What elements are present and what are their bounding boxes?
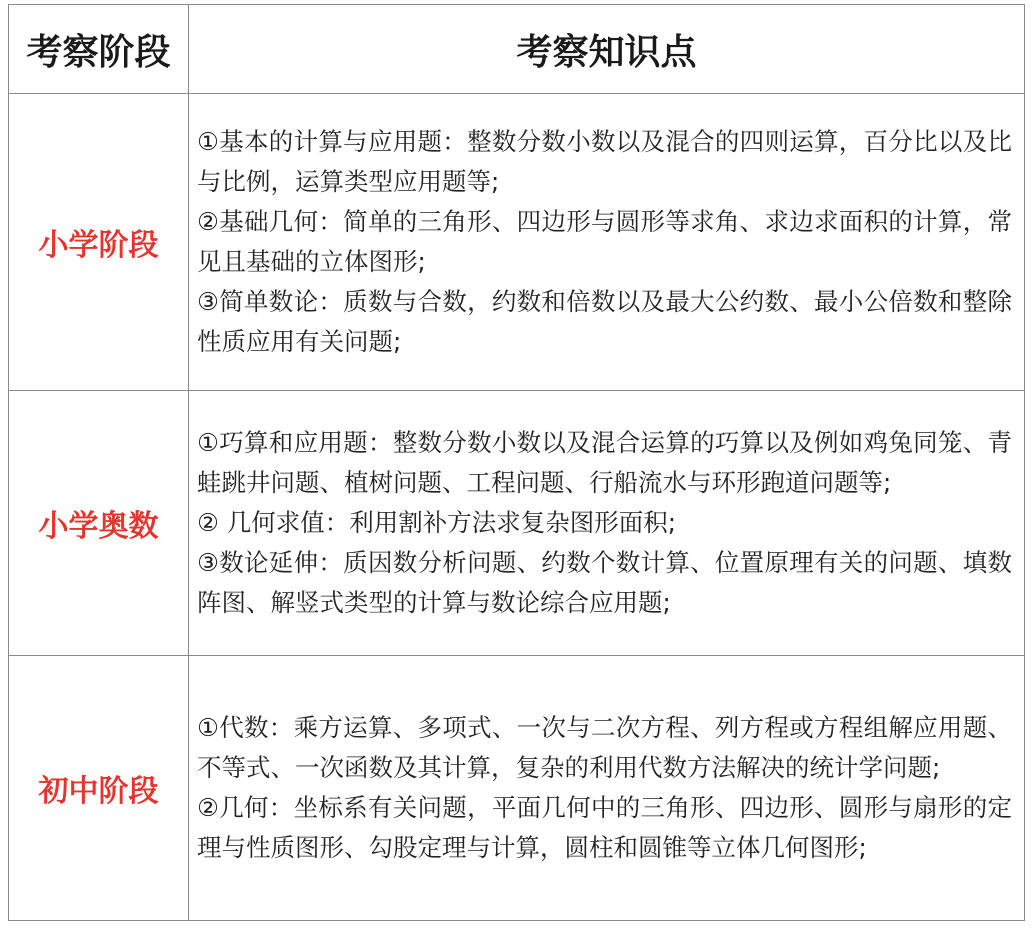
header-stage: 考察阶段 <box>9 5 189 94</box>
table-row <box>9 391 1025 656</box>
points-cell <box>189 391 1025 656</box>
knowledge-table-container <box>8 4 1024 921</box>
table-row <box>9 656 1025 921</box>
knowledge-point: ②基础几何：简单的三角形、四边形与圆形等求角、求边求面积的计算，常见且基础的立体图形; <box>197 207 1012 276</box>
knowledge-point: ② 几何求值：利用割补方法求复杂图形面积; <box>197 508 677 537</box>
knowledge-point: ③数论延伸：质因数分析问题、约数个数计算、位置原理有关的问题、填数阵图、解竖式类型的计算与数论综合应用题; <box>197 548 1012 617</box>
table-row <box>9 94 1025 391</box>
table-header-row <box>9 5 1025 94</box>
knowledge-point: ①基本的计算与应用题：整数分数小数以及混合的四则运算，百分比以及比与比例，运算类型应用题等; <box>197 127 1012 196</box>
stage-cell: 小学奥数 <box>9 391 189 656</box>
knowledge-point: ①巧算和应用题：整数分数小数以及混合运算的巧算以及例如鸡兔同笼、青蛙跳井问题、植树问题、工程问题、行船流水与环形跑道问题等; <box>197 428 1012 497</box>
knowledge-table <box>8 4 1025 921</box>
header-points: 考察知识点 <box>189 5 1025 94</box>
knowledge-point: ②几何：坐标系有关问题，平面几何中的三角形、四边形、圆形与扇形的定理与性质图形、勾股定理与计算，圆柱和圆锥等立体几何图形; <box>197 793 1012 862</box>
knowledge-point: ①代数：乘方运算、多项式、一次与二次方程、列方程或方程组解应用题、不等式、一次函数及其计算，复杂的利用代数方法解决的统计学问题; <box>197 713 1012 782</box>
points-cell <box>189 94 1025 391</box>
points-cell <box>189 656 1025 921</box>
stage-cell: 小学阶段 <box>9 94 189 391</box>
knowledge-point: ③简单数论：质数与合数，约数和倍数以及最大公约数、最小公倍数和整除性质应用有关问题; <box>197 287 1012 356</box>
stage-cell: 初中阶段 <box>9 656 189 921</box>
